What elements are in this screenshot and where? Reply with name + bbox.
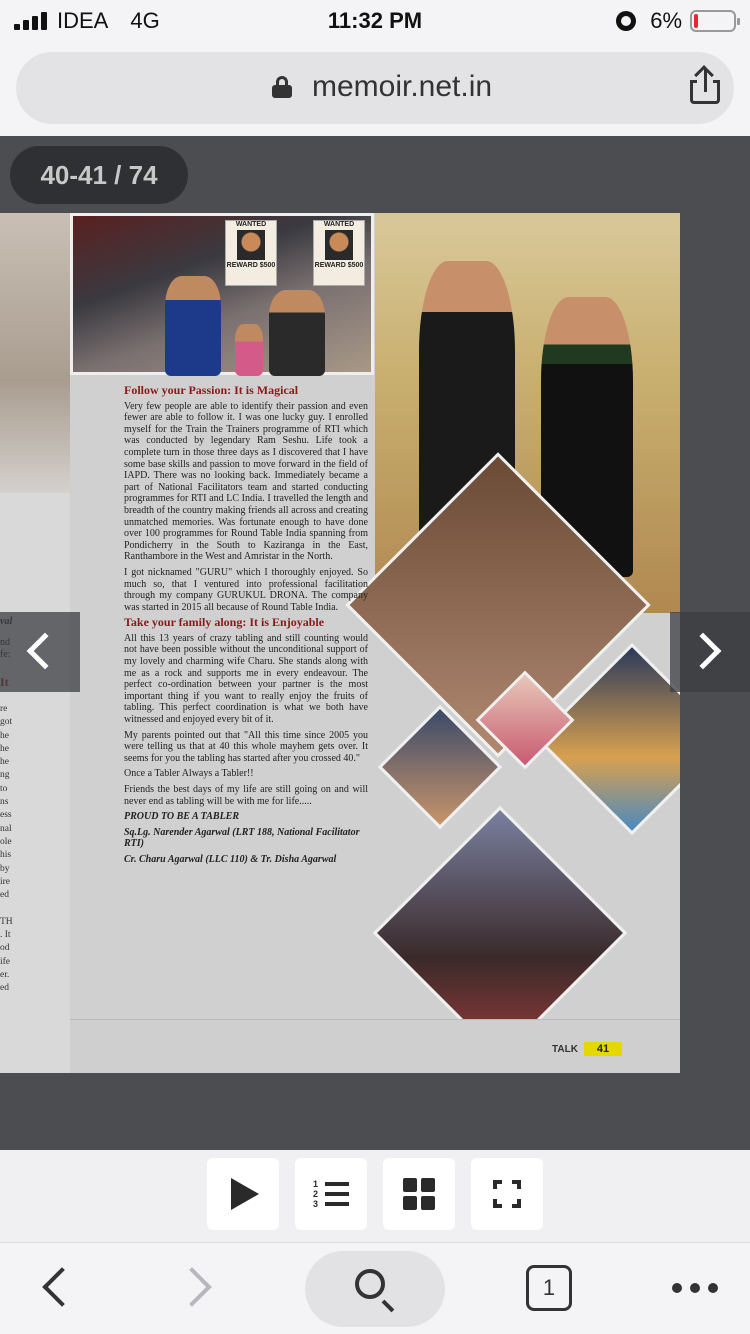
play-icon — [231, 1178, 259, 1210]
lock-icon — [272, 76, 292, 98]
left-page-line: he — [0, 730, 9, 741]
left-page-line — [0, 902, 14, 915]
article-heading: Take your family along: It is Enjoyable — [124, 615, 325, 630]
article-paragraph: Friends the best days of my life are still going on and will never end as tabling will be with me for life..... — [124, 784, 368, 807]
thumbnails-button[interactable] — [383, 1158, 455, 1230]
left-page-line: ife — [0, 956, 11, 967]
left-page-line: ng — [0, 770, 10, 781]
list-number: 2 — [313, 1189, 319, 1199]
numbered-list-icon — [313, 1180, 349, 1210]
back-arrow-icon[interactable] — [42, 1267, 82, 1307]
article-signature: Sq.Lg. Narender Agarwal (LRT 188, National Facilitator RTI) — [124, 826, 360, 850]
page-counter: 40-41 / 74 — [10, 146, 188, 204]
fullscreen-button[interactable] — [471, 1158, 543, 1230]
photo-person — [235, 324, 263, 376]
page-number: 41 — [584, 1042, 622, 1056]
left-page-line: got — [0, 717, 13, 728]
left-page-text — [0, 703, 14, 996]
chevron-right-icon — [685, 633, 722, 670]
status-bar — [0, 0, 750, 44]
alarm-icon — [616, 11, 636, 31]
carrier-name: IDEA — [57, 8, 109, 33]
poster-title: WANTED — [235, 221, 267, 228]
share-icon[interactable] — [688, 66, 724, 106]
left-page-line: ire — [0, 876, 11, 887]
left-page-line: to — [0, 783, 8, 794]
article-paragraph: My parents pointed out that "All this time since 2005 you were telling us that at 40 this whole mayhem gets over. It seems for you the tabling has started after you crossed 40." — [124, 729, 368, 764]
article-heading: Follow your Passion: It is Magical — [124, 383, 299, 397]
list-number: 1 — [313, 1179, 319, 1189]
article-paragraph: Once a Tabler Always a Tabler!! — [124, 768, 254, 780]
left-page-photo — [0, 213, 70, 493]
table-of-contents-button[interactable] — [295, 1158, 367, 1230]
poster-reward: REWARD $500 — [226, 262, 276, 269]
article-paragraph: I got nicknamed "GURU" which I thoroughly enjoyed. So much so, that I ventured into professional facilitation through my company GURUKUL DRONA. The company was started in 2015 all because of Round Table India. — [124, 566, 368, 613]
left-page-line: he — [0, 757, 9, 768]
left-page-line: . It — [0, 930, 11, 941]
battery-percent: 6% — [650, 8, 682, 33]
fullscreen-icon — [493, 1180, 521, 1208]
left-page-line: ed — [0, 983, 9, 994]
chevron-left-icon — [27, 633, 64, 670]
left-page-line: he — [0, 743, 9, 754]
poster-reward: REWARD $500 — [314, 262, 364, 269]
magazine-name: TALK — [552, 1044, 578, 1055]
address-bar[interactable] — [16, 52, 734, 124]
wanted-poster — [313, 220, 365, 286]
grid-icon — [403, 1178, 435, 1210]
photo-person — [269, 290, 325, 376]
left-page-line: ess — [0, 810, 12, 821]
photo-person — [165, 276, 221, 376]
left-page-line: od — [0, 943, 10, 954]
status-right — [616, 8, 736, 34]
article-paragraph: Very few people are able to identify their passion and even fewer are able to follow it. I was one lucky guy. I enrolled myself for the Train the Trainers programme of RTI which was conducted by legendary Ram Seshu. Life took a complete turn in those three days as I discovered that I have some base skills and passion to move forward in the field of IAPD. There was no looking back. Immediately became a part of National Facilitators team and started conducting programmes for RTI and LC India. I travelled the length and breadth of the country making friends all across and creating unmatched memories. Was fortunate enough to have done over 100 programmes for Round Table India spanning from Pondicherry in the South to Kaziranga in the East, Ranthambore in the West and Amristar in the North. — [124, 400, 368, 563]
right-page[interactable] — [70, 213, 680, 1073]
left-page-line: his — [0, 850, 12, 861]
flipbook-toolbar — [0, 1150, 750, 1242]
more-dots-icon[interactable] — [672, 1283, 718, 1293]
article-signature: Cr. Charu Agarwal (LLC 110) & Tr. Disha Agarwal — [124, 853, 337, 865]
poster-title: WANTED — [323, 221, 355, 228]
flipbook-viewer[interactable] — [0, 136, 750, 1150]
search-icon — [355, 1269, 385, 1299]
play-button[interactable] — [207, 1158, 279, 1230]
wanted-poster — [225, 220, 277, 286]
article-signature: PROUD TO BE A TABLER — [124, 811, 240, 823]
network-type: 4G — [130, 8, 160, 33]
tabs-button[interactable]: 1 — [526, 1265, 572, 1311]
previous-page-button[interactable] — [0, 612, 80, 692]
next-page-button[interactable] — [670, 612, 750, 692]
left-page-line: er. — [0, 969, 10, 980]
page-spread[interactable] — [0, 213, 680, 1073]
left-page-line: nal — [0, 823, 12, 834]
forward-arrow-icon[interactable] — [172, 1267, 212, 1307]
browser-navigation-bar — [0, 1242, 750, 1334]
left-page-line: by — [0, 863, 10, 874]
left-page-line: ed — [0, 890, 9, 901]
left-page-line: ns — [0, 797, 9, 808]
search-button[interactable] — [305, 1251, 445, 1327]
list-number: 3 — [313, 1199, 319, 1209]
left-page-line: re — [0, 704, 8, 714]
battery-icon — [690, 10, 736, 32]
top-photo — [70, 213, 374, 375]
article-paragraph: All this 13 years of crazy tabling and still counting would not have been possible without the unconditional support of my lovely and charming wife Charu. She stands along with me as a rock and supports me in every endeavour. The perfect co-ordination between your partner is the most important thing if you want to really enjoy the fruits of tabling. This perfect coordination is what we both have witnessed and enjoyed every bit of it. — [124, 632, 368, 726]
article-text — [124, 385, 368, 870]
clock: 11:32 PM — [327, 8, 423, 33]
left-page-line: TH — [0, 916, 13, 927]
url-text[interactable]: memoir.net.in — [312, 70, 493, 103]
left-page-line: ole — [0, 836, 12, 847]
